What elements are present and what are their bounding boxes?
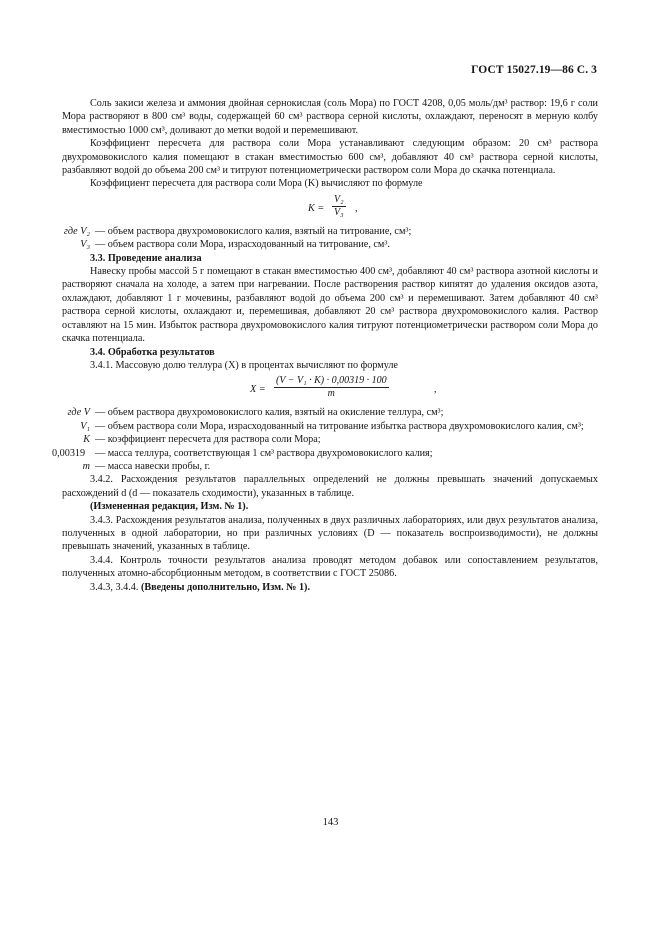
legend-description: — объем раствора двухромовокислого калия, взятый на титрование, см³; [95,225,412,237]
amendment-added-note: (Введены дополнительно, Изм. № 1). [140,581,311,593]
section-heading-3-3: 3.3. Проведение анализа [90,252,202,264]
formula-x-numerator: (V − V₁ · K) · 0,00319 · 100 [276,375,387,387]
paragraph-coefficient-formula-intro: Коэффициент пересчета для раствора соли Мора (K) вычисляют по формуле [90,178,423,190]
legend-symbol: K [83,434,90,446]
running-header: ГОСТ 15027.19—86 С. 3 [471,64,597,76]
legend-description: — коэффициент пересчета для раствора соли Мора; [95,434,321,446]
paragraph-amendment-added [62,581,598,594]
legend-symbol: m [82,460,90,472]
formula-x-legend [52,406,598,473]
legend-symbol: где V₂ [63,225,90,237]
legend-symbol: 0,00319 [52,447,86,459]
legend-symbol: где V [67,407,90,419]
section-heading-3-4: 3.4. Обработка результатов [90,346,215,358]
paragraph-3-4-1: 3.4.1. Массовую долю теллура (X) в процентах вычисляют по формуле [90,359,398,371]
formula-k-fraction [332,194,346,219]
formula-x-lhs: X = [250,384,266,396]
paragraph-3-4-4: 3.4.4. Контроль точности результатов анализа проводят методом добавок или сопоставлением результатов, полученных атомно-абсорбционным методом, в соответствии с ГОСТ 25086. [62,554,598,580]
legend-item-v3 [62,238,598,251]
legend-description: — объем раствора соли Мора, израсходованный на титрование избытка раствора двухромовокислого калия, см³; [95,420,584,432]
legend-item-k [62,433,598,446]
formula-k-lhs: K = [308,202,325,214]
paragraph-analysis-procedure: Навеску пробы массой 5 г помещают в стакан вместимостью 400 см³, добавляют 40 см³ раствора азотной кислоты и растворяют сначала на холоде, а затем при нагревании. После растворения раствор кипятят до удаления оксидов азота, охлаждают, добавляют 1 г мочевины, разбавляют водой до объема 200 см³ и перемешивают. Затем добавляют 40 см³ раствора серной кислоты, охлаждают и, перемешивая, добавляют 20 см³ раствора двухромовокислого калия. Раствор оставляют на 15 мин. Избыток раствора двухромовокислого калия титруют потенциометрически раствором соли Мора до скачка потенциала. [62,266,598,345]
paragraph-coefficient-procedure: Коэффициент пересчета для раствора соли Мора устанавливают следующим образом: 20 см³ раствора двухромовокислого калия помещают в стакан вместимостью 600 см³, добавляют 40 см³ раствора серной кислоты, разбавляют водой до объема 200 см³ и титруют потенциометрически раствором соли Мора до скачка потенциала. [62,138,598,177]
formula-x [62,372,598,406]
legend-description: — масса теллура, соответствующая 1 см³ раствора двухромовокислого калия; [95,447,433,459]
legend-description: — объем раствора двухромовокислого калия, взятый на окисление теллура, см³; [95,407,444,419]
legend-item-constant [52,447,598,460]
formula-k-numerator: V₂ [334,193,344,205]
legend-item-v2 [62,225,598,238]
formula-x-comma: , [434,384,437,396]
legend-symbol: V₃ [80,239,90,251]
formula-k-comma: , [355,202,358,214]
amendment-added-prefix: 3.4.3, 3.4.4. [90,581,141,593]
formula-x-fraction [274,375,389,400]
formula-k-legend [62,225,598,252]
page-number: 143 [322,817,339,828]
paragraph-3-4-2: 3.4.2. Расхождения результатов параллельных определений не должны превышать значений допускаемых расхождений d (d — показатель сходимости), указанных в таблице. [62,474,598,499]
legend-item-m [62,460,598,473]
formula-x-denominator: m [327,388,335,400]
formula-k [62,191,598,225]
legend-item-v1 [62,420,598,433]
amendment-note-1: (Измененная редакция, Изм. № 1). [90,501,249,513]
paragraph-3-4-3: 3.4.3. Расхождения результатов анализа, полученных в двух различных лабораториях, или двух результатов анализа, полученных в одной лаборатории, но при различных условиях (D — показатель воспроизводимости), не должны превышать значений, указанных в таблице. [62,514,598,553]
legend-description: — масса навески пробы, г. [95,460,211,472]
formula-k-denominator: V₃ [334,206,344,218]
document-body [52,97,598,594]
legend-description: — объем раствора соли Мора, израсходованный на титрование, см³. [95,239,390,251]
legend-symbol: V₁ [80,420,90,432]
legend-item-v [62,406,598,419]
paragraph-mohr-salt: Соль закиси железа и аммония двойная сернокислая (соль Мора) по ГОСТ 4208, 0,05 моль/дм³ раствор: 19,6 г соли Мора растворяют в 800 см³ воды, содержащей 60 см³ раствора серной кислоты, охлаждают, переносят в мерную колбу вместимостью 1000 см³, доливают до метки водой и перемешивают. [62,98,598,136]
